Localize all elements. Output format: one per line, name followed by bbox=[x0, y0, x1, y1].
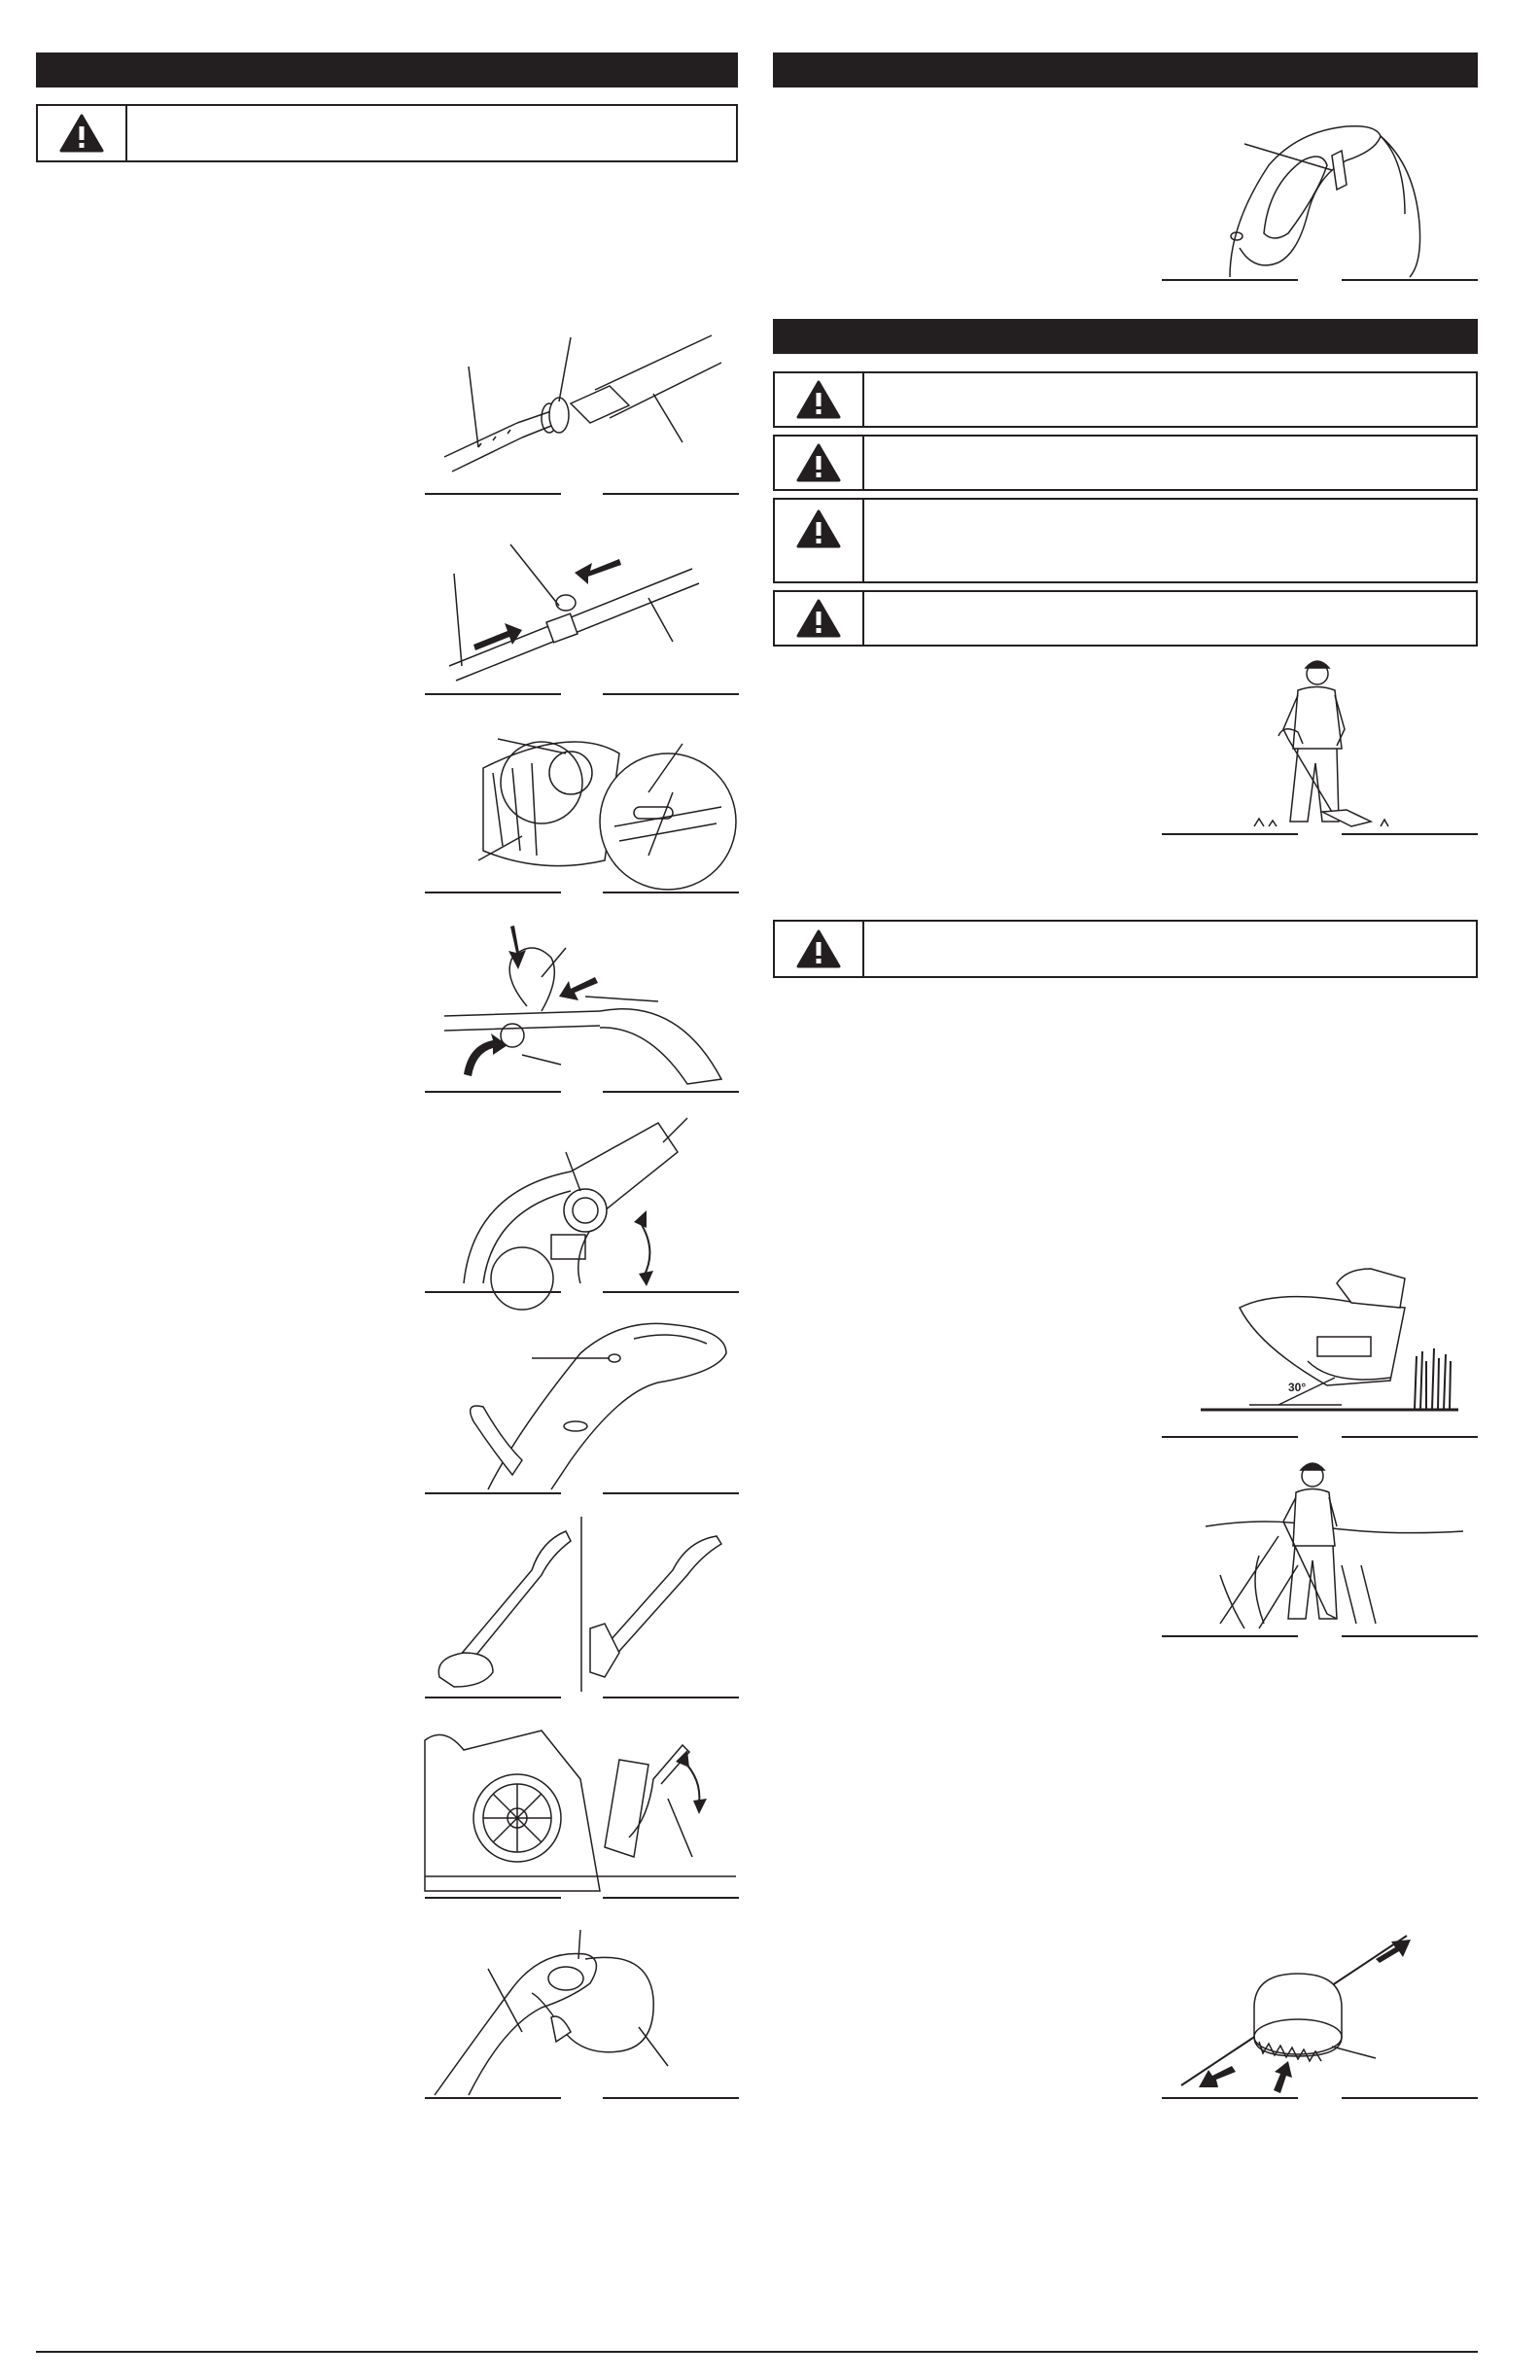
warning-text bbox=[872, 592, 1466, 645]
right-warning-box-1 bbox=[773, 371, 1478, 428]
fig-switch-caption-rule-right bbox=[1342, 279, 1478, 281]
left-warning-box bbox=[36, 104, 738, 162]
fig6-caption-rule-left bbox=[425, 1492, 561, 1494]
fig-switch-caption-rule-left bbox=[1162, 279, 1298, 281]
fig-edging-caption-rule-right bbox=[1342, 1635, 1478, 1637]
fig-spool-caption-rule-left bbox=[1162, 2097, 1298, 2099]
fig3-caption-rule-left bbox=[425, 892, 561, 893]
fig2-caption-rule-left bbox=[425, 693, 561, 695]
warning-triangle-icon bbox=[775, 373, 864, 426]
fig-edging-caption-rule-left bbox=[1162, 1635, 1298, 1637]
fig-angle-caption-rule-left bbox=[1162, 1436, 1298, 1438]
fig1-caption-rule-right bbox=[603, 493, 739, 495]
fig5-caption-rule-right bbox=[603, 1291, 739, 1293]
warning-triangle-icon bbox=[775, 592, 864, 645]
warning-triangle-icon bbox=[775, 500, 864, 581]
fig-stance-caption-rule-left bbox=[1162, 833, 1298, 835]
fig-stance-caption-rule-right bbox=[1342, 833, 1478, 835]
warning-triangle-icon bbox=[38, 106, 127, 160]
fig-handle-install bbox=[425, 919, 738, 1089]
fig-guard-attach bbox=[425, 715, 738, 890]
warning-triangle-icon bbox=[775, 922, 864, 976]
fig-shaft-connect bbox=[425, 530, 738, 690]
fig9-caption-rule-right bbox=[603, 2097, 739, 2099]
fig6-caption-rule-right bbox=[603, 1492, 739, 1494]
right-warning-box-3 bbox=[773, 498, 1478, 583]
fig8-caption-rule-left bbox=[425, 1897, 561, 1899]
left-section-bar bbox=[36, 52, 738, 88]
right-warning-box-5 bbox=[773, 920, 1478, 978]
fig-trim-edge-modes bbox=[425, 1517, 738, 1697]
fig-edging-operator bbox=[1162, 1458, 1478, 1633]
right-section-bar-1 bbox=[773, 52, 1478, 88]
fig-cord-retainer bbox=[425, 1920, 738, 2095]
warning-text bbox=[872, 922, 1466, 976]
fig-angle-caption-rule-right bbox=[1342, 1436, 1478, 1438]
fig3-caption-rule-right bbox=[603, 892, 739, 893]
warning-text bbox=[135, 106, 726, 160]
fig2-caption-rule-right bbox=[603, 693, 739, 695]
fig-trimming-angle bbox=[1162, 1269, 1478, 1434]
fig5-caption-rule-left bbox=[425, 1291, 561, 1293]
fig-operator-stance bbox=[1162, 656, 1478, 831]
angle-label: 30° bbox=[1288, 1381, 1307, 1394]
fig-shaft-assembly bbox=[425, 326, 738, 491]
right-warning-box-2 bbox=[773, 435, 1478, 491]
warning-text bbox=[872, 373, 1466, 426]
page-footer-rule bbox=[36, 2351, 1478, 2353]
fig9-caption-rule-left bbox=[425, 2097, 561, 2099]
warning-triangle-icon bbox=[775, 437, 864, 489]
fig4-caption-rule-left bbox=[425, 1091, 561, 1093]
right-warning-box-4 bbox=[773, 590, 1478, 647]
fig-edge-guide bbox=[425, 1721, 738, 1896]
fig-head-adjust bbox=[425, 1113, 738, 1288]
fig-spool-line bbox=[1162, 1920, 1478, 2100]
arrow-icon bbox=[473, 559, 621, 650]
fig4-caption-rule-right bbox=[603, 1091, 739, 1093]
fig-switch-trigger bbox=[1162, 107, 1478, 277]
fig8-caption-rule-right bbox=[603, 1897, 739, 1899]
warning-text bbox=[872, 500, 1466, 581]
fig-spool-caption-rule-right bbox=[1342, 2097, 1478, 2099]
fig-handle-clip bbox=[425, 1314, 738, 1489]
fig1-caption-rule-left bbox=[425, 493, 561, 495]
fig7-caption-rule-left bbox=[425, 1697, 561, 1698]
right-section-bar-2 bbox=[773, 319, 1478, 354]
arrow-icon bbox=[676, 1750, 707, 1814]
fig7-caption-rule-right bbox=[603, 1697, 739, 1698]
warning-text bbox=[872, 437, 1466, 489]
